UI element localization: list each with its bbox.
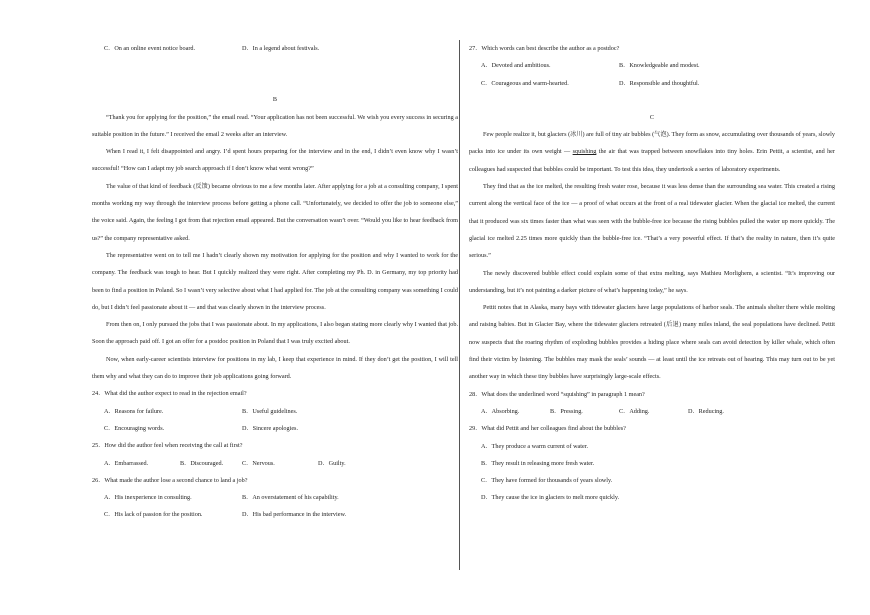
q26-option-c: C．His lack of passion for the position. xyxy=(104,511,203,519)
passage-b-paragraph-1: “Thank you for applying for the position,” the email read. “Your application has not been successful. We wish you every success in securing a suitable position in the future.” I received the email 2 weeks after an interview. xyxy=(92,113,458,138)
question-26-options-ab xyxy=(92,489,458,506)
passage-c-paragraph-3: The newly discovered bubble effect could explain some of that extra melting, says Mathieu Morlighem, a scientist. “It’s improving our understanding, but it’s not painting a darker picture of what’s happening today,” he says. xyxy=(469,269,835,294)
left-column xyxy=(92,40,458,524)
section-c-title: C xyxy=(649,113,655,121)
q24-option-d: D．Sincere apologies. xyxy=(242,424,299,432)
question-28: 28．What does the underlined word “squishing” in paragraph 1 mean? xyxy=(469,390,645,398)
passage-b-paragraph-3: The value of that kind of feedback (反馈) became obvious to me a few months later. After applying for a job at a consulting company, I spent months working my way through the interview process before getting a phone call. “Unfortunately, we decided to offer the job to someone else,” the voice said. Again, the feeling I got from that rejection email appeared. But the conversation wasn’t over. “Would you like to hear feedback from us?” the company representative asked. xyxy=(92,182,458,242)
q28-option-b: B．Pressing. xyxy=(550,407,583,415)
question-24: 24．What did the author expect to read in the rejection email? xyxy=(92,390,247,398)
passage-b-paragraph-6: Now, when early-career scientists interview for positions in my lab, I keep that experience in mind. If they don’t get the position, I will tell them why and what they can do to improve their job applications going forward. xyxy=(92,355,458,381)
question-26: 26．What made the author lose a second chance to land a job? xyxy=(92,476,248,484)
q25-option-c: C．Nervous. xyxy=(242,459,275,467)
question-27-options-cd xyxy=(469,75,835,92)
option-d: D．In a legend about festivals. xyxy=(242,45,320,52)
q28-option-c: C．Adding. xyxy=(619,407,650,415)
q24-option-c: C．Encouraging words. xyxy=(104,424,165,432)
q29-option-a: A．They produce a warm current of water. xyxy=(481,442,589,450)
q27-option-d: D．Responsible and thoughtful. xyxy=(619,79,700,87)
q29-option-d: D．They cause the ice in glaciers to melt more quickly. xyxy=(481,494,620,502)
question-27: 27．Which words can best describe the author as a postdoc? xyxy=(469,45,620,52)
question-28-options xyxy=(469,403,835,420)
q27-option-a: A．Devoted and ambitious. xyxy=(481,62,551,70)
option-c: C．On an online event notice board. xyxy=(104,45,196,52)
question-25: 25．How did the author feel when receiving the call at first? xyxy=(92,442,243,450)
q24-option-a: A．Reasons for failure. xyxy=(104,407,164,415)
passage-c-paragraph-2: They find that as the ice melted, the resulting fresh water rose, because it was less dense than the surrounding sea water. This created a rising current along the vertical face of the ice — a proof of what occurs at the front of a real tidewater glacier. When the glacial ice melted, the current that it produced was six times faster than what was seen with the bubble-free ice because the rising bubbles pulled the water up more quickly. The glacial ice melted 2.25 times more quickly than the bubble-free ice. “That’s a very powerful effect. If that’s the reality in nature, then it’s quite serious.” xyxy=(469,183,835,260)
q24-option-b: B．Useful guidelines. xyxy=(242,407,298,415)
passage-c-p1-text-after: the air that was trapped between snowflakes into tiny holes. Erin Pettit, a scientist, and her colleagues had suspected that bubbles could be important. To test this idea, they undertook a series of laboratory experiments. xyxy=(469,148,835,173)
q28-option-a: A．Absorbing. xyxy=(481,407,520,415)
question-29: 29．What did Pettit and her colleagues find about the bubbles? xyxy=(469,425,626,433)
underlined-word-squishing: squishing xyxy=(572,148,597,156)
passage-b-paragraph-5: From then on, I only pursued the jobs that I was passionate about. In my applications, I also began stating more clearly why I wanted that job. Soon the approach paid off. I got an offer for a postdoc position in Poland that I was truly excited about. xyxy=(92,321,458,346)
q27-option-b: B．Knowledgeable and modest. xyxy=(619,62,700,70)
q23-options-cd xyxy=(92,40,458,57)
section-b-title: B xyxy=(272,96,278,104)
question-26-options-cd xyxy=(92,506,458,523)
q25-option-a: A．Embarrassed. xyxy=(104,459,149,467)
question-24-options-ab xyxy=(92,403,458,420)
column-divider xyxy=(459,40,460,570)
q29-option-c: C．They have formed for thousands of years slowly. xyxy=(481,477,613,485)
passage-b-paragraph-2: When I read it, I felt disappointed and angry. I’d spent hours preparing for the interview and in the end, I didn’t even know why I wasn’t successful! “How can I adapt my job search approach if I don’t know what went wrong?” xyxy=(92,148,458,173)
q25-option-b: B．Discouraged. xyxy=(180,459,224,467)
q26-option-d: D．His bad performance in the interview. xyxy=(242,511,347,519)
q26-option-b: B．An overstatement of his capability. xyxy=(242,494,339,502)
question-24-options-cd xyxy=(92,420,458,437)
right-column xyxy=(469,40,835,507)
passage-c-paragraph-4: Pettit notes that in Alaska, many bays with tidewater glaciers have large populations of harbor seals. The animals shelter there while molting and raising babies. But in Glacier Bay, where the tidewater glaciers retreated (后退) many miles inland, the seal populations have declined. Pettit now suspects that the roaring rhythm of exploding bubbles provides a hiding place where seals can avoid detection by killer whale, which often find their victim by listening. The bubbles may mask the seals’ sounds — at least until the ice retreats out of hearing. This may turn out to be yet another way in which these tiny bubbles have surprisingly large-scale effects. xyxy=(469,304,835,381)
passage-c-paragraph-1 xyxy=(469,126,835,178)
question-27-options-ab xyxy=(469,57,835,74)
passage-b-paragraph-4: The representative went on to tell me I hadn’t clearly shown my motivation for applying for the position and why I wanted to work for the company. The feedback was tough to hear. But I quickly realized they were right. After completing my Ph. D. in Germany, my top priority had been to find a position in Poland. So I wasn’t very selective about what I had applied for. The job at the consulting company was something I could do, but I didn’t feel passionate about it — and that was clearly shown in the interview process. xyxy=(92,251,458,311)
passage-c-p1-text-before: Few people realize it, but glaciers (冰川) are full of tiny air bubbles (气泡). They form as snow, accumulating over thousands of years, slowly packs into ice under its own weight — xyxy=(469,131,835,156)
q27-option-c: C．Courageous and warm-hearted. xyxy=(481,79,569,87)
q28-option-d: D．Reducing. xyxy=(688,407,724,415)
q25-option-d: D．Guilty. xyxy=(318,459,346,467)
q29-option-b: B．They result in releasing more fresh water. xyxy=(481,459,595,467)
q26-option-a: A．His inexperience in consulting. xyxy=(104,494,192,502)
question-25-options xyxy=(92,455,458,472)
